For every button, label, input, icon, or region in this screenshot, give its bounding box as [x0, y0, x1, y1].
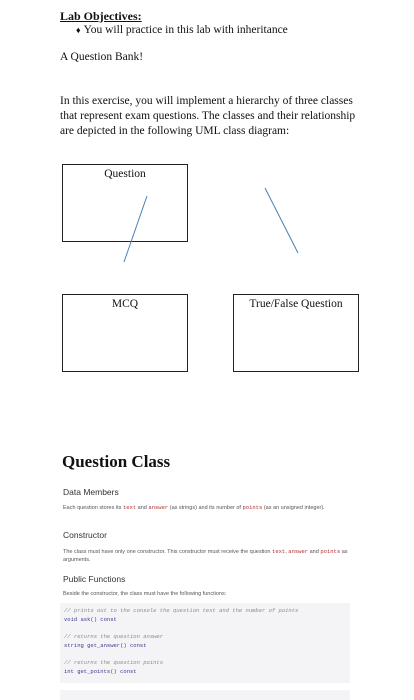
dm-text-b: and — [137, 505, 147, 511]
constructor-heading: Constructor — [63, 530, 107, 540]
code-comment-answer: // returns the question answer — [64, 633, 164, 640]
dm-text-d: (as an unsigned integer). — [263, 505, 325, 511]
uml-class-true-false — [233, 294, 359, 372]
ctor-kw-answer: answer — [288, 548, 309, 555]
inheritance-line-true-false — [265, 188, 298, 253]
public-functions-text: Beside the constructor, the class must have the following functions: — [63, 591, 227, 597]
dm-kw-answer: answer — [148, 504, 169, 511]
objective-text: You will practice in this lab with inheritance — [83, 24, 288, 36]
ctor-text-c: as arguments. — [63, 549, 348, 563]
public-functions-heading: Public Functions — [63, 574, 126, 584]
uml-class-question-label: Question — [104, 168, 146, 180]
question-class-title: Question Class — [62, 452, 171, 471]
data-members-heading: Data Members — [63, 487, 119, 497]
bullet-icon: ♦ — [76, 25, 81, 35]
subtitle: A Question Bank! — [60, 51, 144, 63]
dm-text-c: (as strings) and its number of — [169, 505, 241, 511]
uml-class-true-false-label: True/False Question — [249, 298, 343, 310]
code-ask: void ask() const — [64, 616, 117, 623]
code-block-continued — [60, 690, 350, 700]
ctor-text-a: The class must have only one constructor. This constructor must receive the question — [63, 549, 271, 555]
code-comment-ask: // prints out to the console the question text and the number of points — [64, 607, 299, 614]
uml-class-mcq — [62, 294, 188, 372]
dm-text-a: Each question stores its — [63, 505, 122, 511]
ctor-text-b: and — [309, 549, 319, 555]
dm-kw-text: text — [122, 504, 137, 511]
uml-class-question — [62, 164, 188, 242]
code-get-answer: string get_answer() const — [64, 642, 147, 649]
dm-kw-points: points — [242, 504, 263, 511]
ctor-kw-points: points — [320, 548, 341, 555]
code-get-points: int get_points() const — [64, 668, 137, 675]
lab-objectives-heading: Lab Objectives: — [60, 9, 142, 23]
constructor-text: The class must have only one constructor. This constructor must receive the question text, answer and points as arguments. — [63, 548, 348, 563]
data-members-text — [63, 504, 353, 513]
objective-bullet — [76, 24, 288, 36]
uml-class-mcq-label: MCQ — [111, 298, 139, 310]
code-block — [60, 603, 350, 683]
code-comment-points: // returns the question points — [64, 659, 164, 666]
intro-paragraph: In this exercise, you will implement a hierarchy of three classes that represent exam questions. The classes and their relationship are depicted in the following UML class diagram: — [60, 95, 356, 137]
ctor-kw-text: text — [272, 548, 286, 555]
